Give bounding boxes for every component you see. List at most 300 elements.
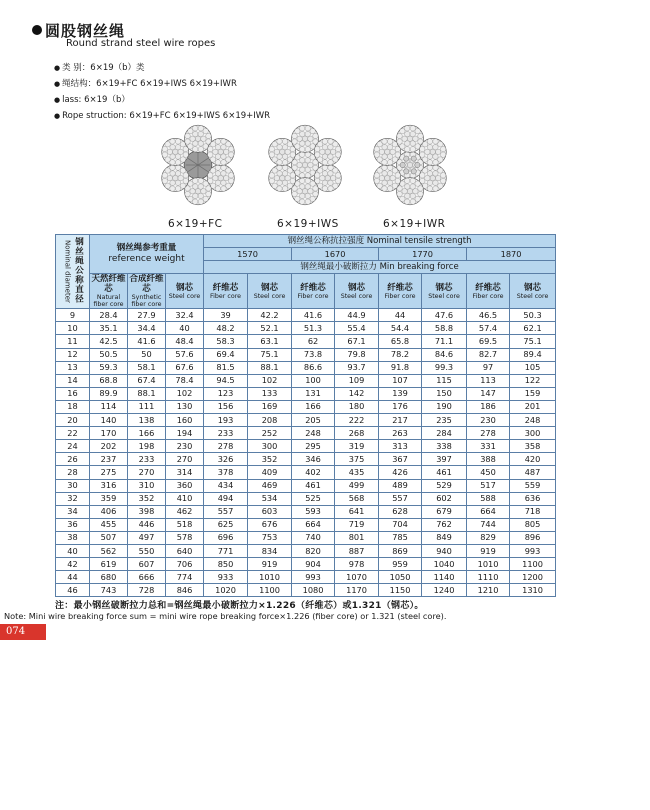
value-cell: 109 [335,374,379,387]
value-cell: 159 [510,387,556,400]
wire [188,196,193,201]
value-cell: 130 [166,400,204,413]
wire [382,160,387,165]
wire [310,181,315,186]
wire [322,154,327,159]
col-fiber-core [467,274,510,309]
value-cell: 140 [90,414,128,427]
wire [221,144,226,149]
wire [221,139,226,144]
wire [335,178,340,183]
wire [274,175,279,180]
wire [405,193,410,198]
wire [433,160,438,165]
wire [433,154,438,159]
wire [433,186,438,191]
core-wire [415,162,420,167]
value-cell: 834 [248,544,292,557]
wire [387,160,392,165]
fiber-core-cn: 纤维芯 [212,282,239,293]
value-cell: 562 [90,544,128,557]
wire [203,196,208,201]
wire [282,160,287,165]
value-cell: 593 [292,505,335,518]
wire [305,147,310,152]
wire [382,186,387,191]
value-cell: 51.3 [292,322,335,335]
wire [328,154,333,159]
diameter-cell: 42 [56,558,90,571]
diameter-cell: 13 [56,361,90,374]
wire [215,165,220,170]
value-cell: 102 [248,374,292,387]
nominal-diameter-cn: 钢丝绳公称直径 [73,236,84,304]
value-cell: 557 [379,492,422,505]
wire [210,142,215,147]
wire [317,168,322,173]
wire [228,178,233,183]
value-cell: 202 [90,440,128,453]
wire [305,141,310,146]
wire [317,157,322,162]
rope-fc-cross-section [157,124,239,206]
wire [218,175,223,180]
grade-1670: 1670 [292,248,379,261]
wire [226,142,231,147]
value-cell: 462 [166,505,204,518]
wire [325,149,330,154]
grade-1770: 1770 [379,248,467,261]
value-cell: 919 [248,558,292,571]
wire [300,141,305,146]
value-cell: 41.6 [292,309,335,322]
wire [427,144,432,149]
value-cell: 176 [379,400,422,413]
wire [206,186,211,191]
value-cell: 41.6 [128,335,166,348]
wire [407,136,412,141]
value-cell: 111 [128,400,166,413]
page-subtitle: Round strand steel wire ropes [66,38,216,49]
wire [422,142,427,147]
wire [175,165,180,170]
value-cell: 54.4 [379,322,422,335]
table-row [56,387,556,400]
fiber-core-en: Fiber core [210,292,242,300]
value-cell: 44.9 [335,309,379,322]
wire [320,149,325,154]
wire [379,175,384,180]
wire [404,147,409,152]
value-cell: 78.4 [166,374,204,387]
value-cell: 102 [166,387,204,400]
wire [305,178,310,183]
value-cell: 100 [292,374,335,387]
value-cell: 78.2 [379,348,422,361]
wire [198,141,203,146]
page-number: 074 [6,626,26,637]
wire [440,178,445,183]
wire [305,199,310,204]
wire [410,193,415,198]
value-cell: 314 [166,466,204,479]
value-cell: 84.6 [422,348,467,361]
value-cell: 588 [467,492,510,505]
value-cell: 397 [422,453,467,466]
wire [382,171,387,176]
nominal-diameter-header [56,235,90,309]
value-cell: 230 [467,414,510,427]
value-cell: 641 [335,505,379,518]
value-cell: 375 [335,453,379,466]
wire [335,173,340,178]
wire [397,139,402,144]
value-cell: 275 [90,466,128,479]
value-cell: 150 [422,387,467,400]
wire [407,189,412,194]
wire [405,131,410,136]
spec-item: ● lass: 6×19（b） [54,92,270,108]
wire [183,152,188,157]
value-cell: 557 [204,505,248,518]
wire [173,149,178,154]
rope-label-iws: 6×19+IWS [277,218,339,230]
table-row [56,427,556,440]
table-row [56,400,556,413]
wire [193,141,198,146]
value-cell: 680 [90,571,128,584]
wire [226,183,231,188]
wire [282,171,287,176]
value-cell: 744 [467,518,510,531]
value-cell: 47.6 [422,309,467,322]
value-cell: 785 [379,531,422,544]
value-cell: 73.8 [292,348,335,361]
wire [395,178,400,183]
value-cell: 114 [90,400,128,413]
value-cell: 435 [335,466,379,479]
wire [427,180,432,185]
value-cell: 406 [90,505,128,518]
wire [170,180,175,185]
wire [410,126,415,131]
wire [198,184,203,189]
wire [425,175,430,180]
value-cell: 704 [379,518,422,531]
wire [299,152,304,157]
wire [198,147,203,152]
wire [162,178,167,183]
wire [415,181,420,186]
wire [305,152,310,157]
wire [322,165,327,170]
value-cell: 63.1 [248,335,292,348]
value-cell: 115 [422,374,467,387]
value-cell: 222 [335,414,379,427]
wire [228,146,233,151]
ref-weight-en: reference weight [108,254,185,265]
value-cell: 1010 [467,558,510,571]
wire [292,139,297,144]
table-row [56,558,556,571]
diameter-cell: 26 [56,453,90,466]
wire [433,139,438,144]
value-cell: 68.8 [90,374,128,387]
wire [297,136,302,141]
value-cell: 88.1 [128,387,166,400]
wire [387,180,392,185]
wire [226,168,231,173]
wire [427,154,432,159]
value-cell: 602 [422,492,467,505]
value-cell: 300 [248,440,292,453]
wire [422,157,427,162]
wire [297,162,302,167]
value-cell: 887 [335,544,379,557]
value-cell: 86.6 [292,361,335,374]
value-cell: 534 [248,492,292,505]
wire [390,175,395,180]
wire [320,175,325,180]
value-cell: 32.4 [166,309,204,322]
value-cell: 1080 [292,584,335,597]
wire [300,131,305,136]
diameter-cell: 14 [56,374,90,387]
value-cell: 1150 [379,584,422,597]
wire [221,186,226,191]
table-row [56,571,556,584]
value-cell: 42.5 [90,335,128,348]
wire [405,184,410,189]
value-cell: 284 [422,427,467,440]
diameter-cell: 12 [56,348,90,361]
wire [167,175,172,180]
value-cell: 461 [292,479,335,492]
value-cell: 46.5 [467,309,510,322]
value-cell: 205 [292,414,335,427]
value-cell: 147 [467,387,510,400]
value-cell: 133 [248,387,292,400]
wire [206,191,211,196]
wire [282,139,287,144]
wire [400,196,405,201]
wire [192,178,197,183]
col-fiber-core [379,274,422,309]
wire [387,139,392,144]
wire [302,189,307,194]
value-cell: 233 [128,453,166,466]
wire [195,189,200,194]
wire [440,146,445,151]
value-cell: 346 [292,453,335,466]
wire [175,139,180,144]
wire [190,189,195,194]
table-row [56,466,556,479]
col-steel-core-weight-en: Steel core [168,292,201,300]
value-cell: 139 [379,387,422,400]
wire [299,199,304,204]
wire [223,175,228,180]
wire [305,184,310,189]
wire [208,146,213,151]
wire [185,133,190,138]
diameter-cell: 24 [56,440,90,453]
wire [418,133,423,138]
value-cell: 34.4 [128,322,166,335]
value-cell: 69.5 [467,335,510,348]
wire [402,189,407,194]
wire [392,183,397,188]
wire [292,133,297,138]
fiber-core-en: Fiber core [472,292,504,300]
diameter-cell: 44 [56,571,90,584]
wire [305,167,310,172]
value-cell: 753 [248,531,292,544]
wire [215,160,220,165]
wire [295,196,300,201]
table-row [56,584,556,597]
wire [328,180,333,185]
wire [335,146,340,151]
value-cell: 67.6 [166,361,204,374]
wire [382,139,387,144]
wire [333,157,338,162]
wire [193,131,198,136]
wire [221,154,226,159]
value-cell: 487 [510,466,556,479]
wire [322,139,327,144]
value-cell: 497 [128,531,166,544]
wire [192,147,197,152]
value-cell: 50.5 [90,348,128,361]
value-cell: 619 [90,558,128,571]
wire [400,144,405,149]
value-cell: 230 [166,440,204,453]
value-cell: 82.7 [467,348,510,361]
wire [175,144,180,149]
wire [425,149,430,154]
value-cell: 142 [335,387,379,400]
wire [305,193,310,198]
value-cell: 919 [467,544,510,557]
wire [188,128,193,133]
wire [213,175,218,180]
value-cell: 27.9 [128,309,166,322]
wire [277,154,282,159]
wire [410,178,415,183]
value-cell: 578 [166,531,204,544]
value-cell: 248 [292,427,335,440]
wire [198,131,203,136]
wire [299,173,304,178]
value-cell: 1310 [510,584,556,597]
diameter-cell: 11 [56,335,90,348]
value-cell: 718 [510,505,556,518]
value-cell: 517 [467,479,510,492]
wire [418,191,423,196]
steel-core-cn: 钢芯 [348,282,366,293]
value-cell: 1240 [422,584,467,597]
wire [300,167,305,172]
value-cell: 762 [422,518,467,531]
value-cell: 316 [90,479,128,492]
wire [430,149,435,154]
wire [221,165,226,170]
value-cell: 402 [292,466,335,479]
wire [170,139,175,144]
wire [377,168,382,173]
wire [438,142,443,147]
col-natural-fiber-en: Natural fiber core [93,294,124,309]
wire [162,146,167,151]
wire [395,173,400,178]
value-cell: 326 [204,453,248,466]
diameter-cell: 18 [56,400,90,413]
value-cell: 378 [204,466,248,479]
rope-label-fc: 6×19+FC [168,218,223,230]
col-synthetic-fiber [128,274,166,309]
wire [175,171,180,176]
value-cell: 52.1 [248,322,292,335]
value-cell: 55.4 [335,322,379,335]
wire [322,186,327,191]
wire [178,149,183,154]
table-row [56,479,556,492]
core-wire [404,169,409,174]
wire [280,149,285,154]
grade-1870: 1870 [467,248,556,261]
wire [302,136,307,141]
wire [297,189,302,194]
grade-1570: 1570 [204,248,292,261]
value-cell: 58.1 [128,361,166,374]
wire [170,144,175,149]
wire [410,199,415,204]
wire [382,180,387,185]
wire [333,183,338,188]
value-cell: 193 [204,414,248,427]
wire [193,184,198,189]
value-cell: 99.3 [422,361,467,374]
spec-item: ● Rope struction: 6×19+FC 6×19+IWS 6×19+IWR [54,108,270,124]
value-cell: 525 [292,492,335,505]
wire [333,142,338,147]
value-cell: 529 [422,479,467,492]
wire [210,157,215,162]
value-cell: 107 [379,374,422,387]
wire [282,144,287,149]
value-cell: 58.8 [422,322,467,335]
wire [390,149,395,154]
value-cell: 217 [379,414,422,427]
value-cell: 40 [166,322,204,335]
diameter-cell: 22 [56,427,90,440]
value-cell: 248 [510,414,556,427]
wire [313,186,318,191]
value-cell: 180 [335,400,379,413]
ref-weight-cn: 钢丝绳参考重量 [116,243,177,254]
wire [305,173,310,178]
value-cell: 1050 [379,571,422,584]
value-cell: 636 [510,492,556,505]
wire [290,178,295,183]
wire [305,131,310,136]
value-cell: 801 [335,531,379,544]
fiber-core-cn: 纤维芯 [475,282,501,293]
value-cell: 208 [248,414,292,427]
wire [188,144,193,149]
value-cell: 993 [510,544,556,557]
